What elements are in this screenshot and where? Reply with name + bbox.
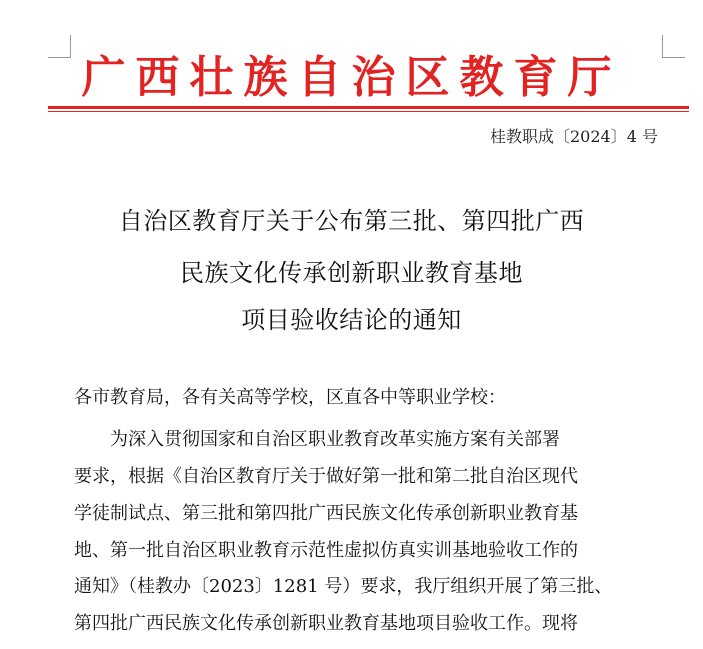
body-line: 要求，根据《自治区教育厅关于做好第一批和第二批自治区现代 bbox=[74, 466, 578, 487]
body-line: 为深入贯彻国家和自治区职业教育改革实施方案有关部署 bbox=[74, 429, 560, 450]
body-line: 第四批广西民族文化传承创新职业教育基地项目验收工作。现将 bbox=[74, 613, 578, 634]
body-line: 通知》（桂教办〔2023〕1281 号）要求，我厅组织开展了第三批、 bbox=[74, 576, 613, 597]
body-line: 学徒制试点、第三批和第四批广西民族文化传承创新职业教育基 bbox=[74, 503, 578, 524]
document-title-line-2: 民族文化传承创新职业教育基地 bbox=[180, 259, 523, 287]
document-number: 桂教职成〔2024〕4 号 bbox=[490, 127, 658, 146]
header-red-rule-thick bbox=[48, 106, 689, 109]
addressee: 各市教育局，各有关高等学校，区直各中等职业学校： bbox=[74, 387, 506, 408]
org-header-title: 广西壮族自治区教育厅 bbox=[81, 52, 622, 103]
body-line: 地、第一批自治区职业教育示范性虚拟仿真实训基地验收工作的 bbox=[74, 540, 578, 561]
document-title-line-3: 项目验收结论的通知 bbox=[241, 306, 462, 334]
header-red-rule-thin bbox=[48, 111, 689, 112]
document-title-line-1: 自治区教育厅关于公布第三批、第四批广西 bbox=[118, 207, 585, 235]
